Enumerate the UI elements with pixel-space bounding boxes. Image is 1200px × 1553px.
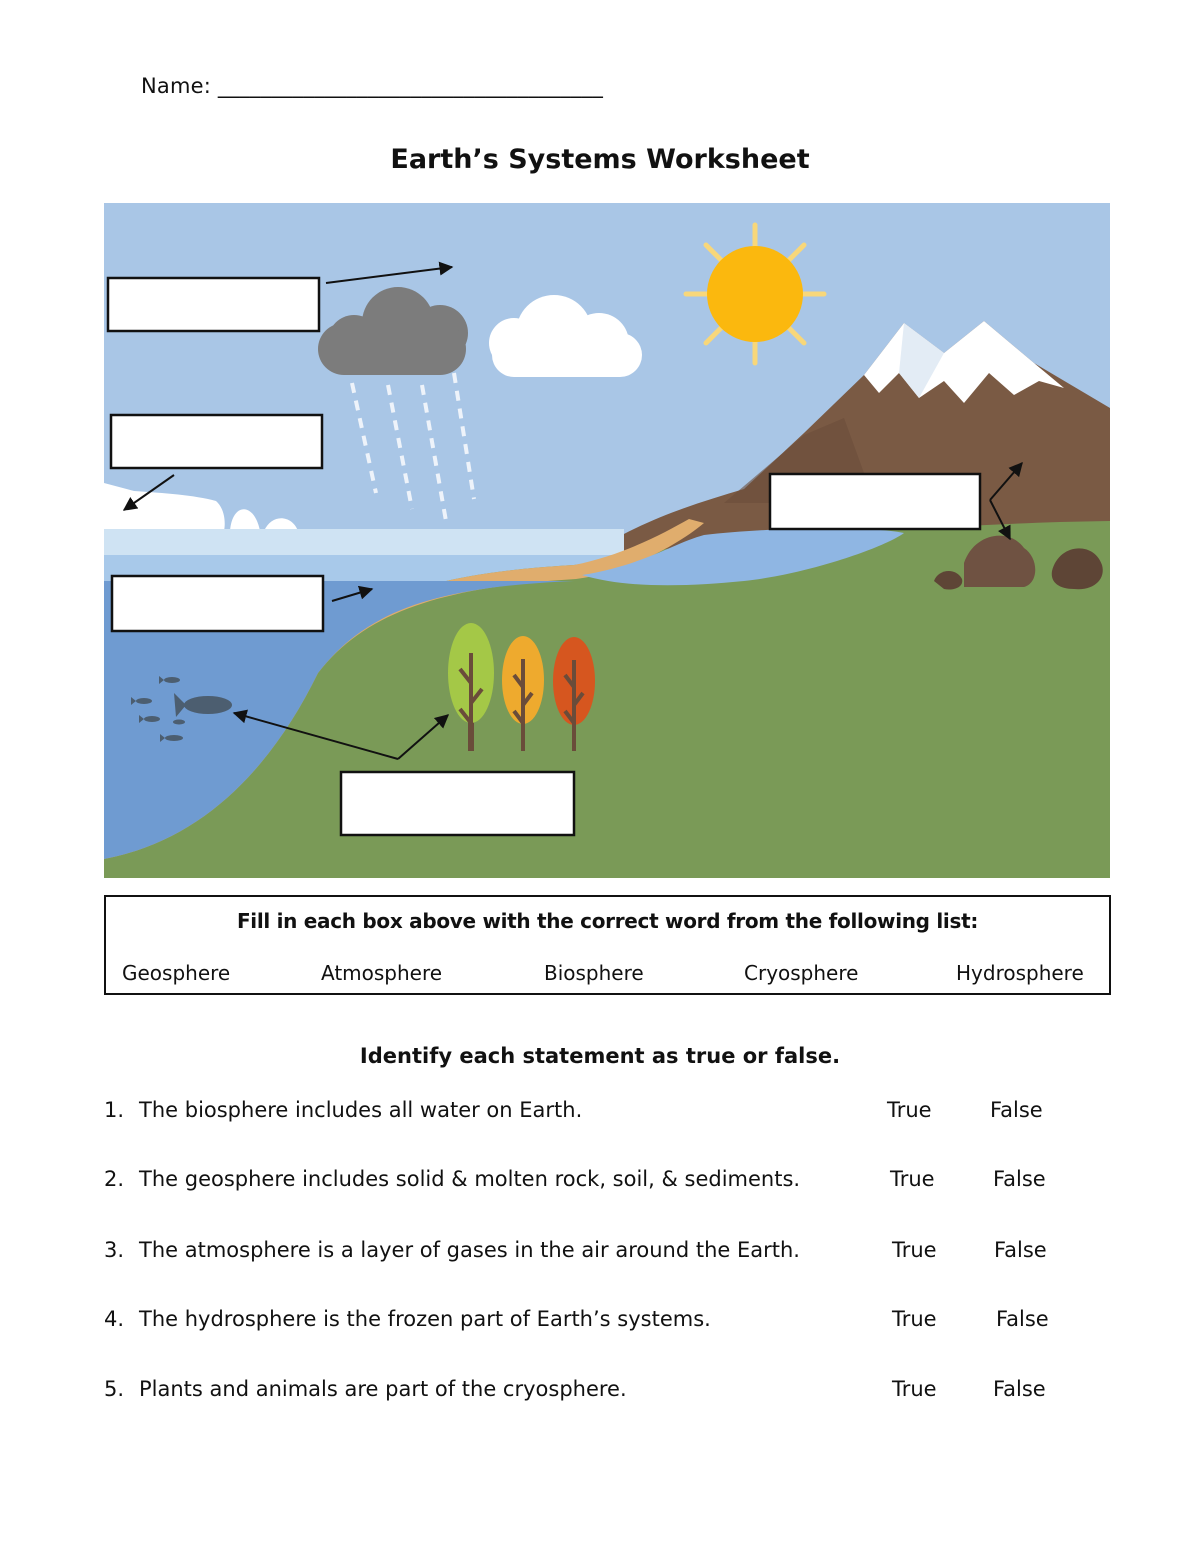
question-text: Plants and animals are part of the cryosphere. [139,1377,627,1401]
false-option[interactable]: False [990,1098,1043,1122]
question-number: 5. [104,1377,125,1401]
false-option[interactable]: False [996,1307,1049,1331]
true-option[interactable]: True [892,1377,937,1401]
word-geosphere: Geosphere [122,961,231,985]
label-box-hydrosphere[interactable] [112,576,323,631]
true-option[interactable]: True [890,1167,935,1191]
question-text: The hydrosphere is the frozen part of Earth’s systems. [139,1307,711,1331]
question-number: 2. [104,1167,125,1191]
word-cryosphere: Cryosphere [744,961,859,985]
false-option[interactable]: False [994,1238,1047,1262]
label-box-atmosphere[interactable] [108,278,319,331]
false-option[interactable]: False [993,1167,1046,1191]
label-box-geosphere[interactable] [770,474,980,529]
true-false-heading: Identify each statement as true or false. [359,1044,841,1068]
word-biosphere: Biosphere [544,961,644,985]
question-number: 1. [104,1098,125,1122]
question-number: 4. [104,1307,125,1331]
name-field[interactable]: Name: ____________________________________ [141,74,604,98]
false-option[interactable]: False [993,1377,1046,1401]
page-title: Earth’s Systems Worksheet [390,144,810,175]
question-text: The atmosphere is a layer of gases in the air around the Earth. [139,1238,800,1262]
sun-icon [686,225,824,363]
earth-systems-diagram [104,203,1110,878]
word-bank-instruction: Fill in each box above with the correct word from the following list: [236,909,979,933]
label-box-biosphere[interactable] [341,772,574,835]
question-number: 3. [104,1238,125,1262]
word-atmosphere: Atmosphere [321,961,443,985]
word-hydrosphere: Hydrosphere [956,961,1084,985]
true-option[interactable]: True [892,1307,937,1331]
word-bank [104,895,1111,995]
label-box-cryosphere[interactable] [111,415,322,468]
true-option[interactable]: True [892,1238,937,1262]
question-text: The geosphere includes solid & molten rock, soil, & sediments. [139,1167,801,1191]
question-text: The biosphere includes all water on Earth. [139,1098,583,1122]
true-option[interactable]: True [887,1098,932,1122]
